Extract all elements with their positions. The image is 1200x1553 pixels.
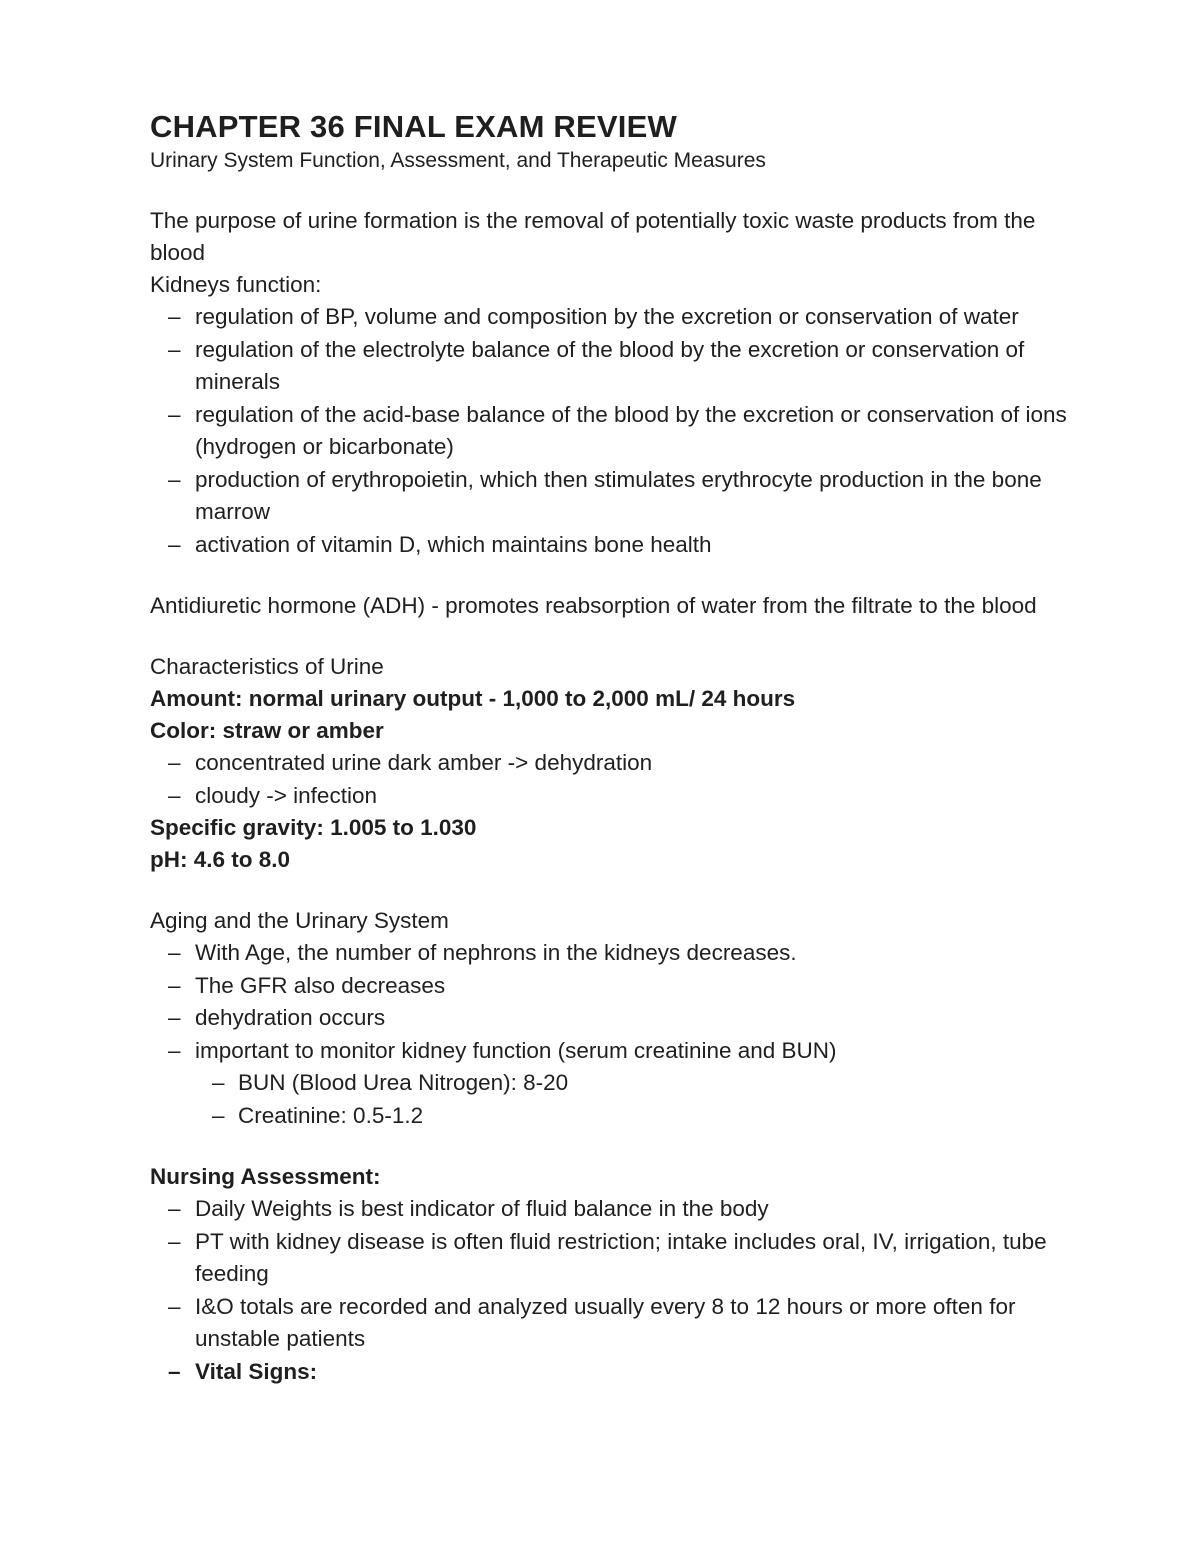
document-page	[150, 108, 1090, 1388]
list-item: – The GFR also decreases	[150, 970, 1090, 1003]
list-item: – regulation of BP, volume and composition by the excretion or conservation of water	[150, 301, 1090, 334]
list-item: – concentrated urine dark amber -> dehydration	[150, 747, 1090, 780]
aging-heading: Aging and the Urinary System	[150, 908, 449, 933]
list-item: – important to monitor kidney function (serum creatinine and BUN)	[150, 1035, 1090, 1068]
purpose-text: The purpose of urine formation is the removal of potentially toxic waste products from the blood	[150, 208, 1036, 265]
urine-heading: Characteristics of Urine	[150, 654, 384, 679]
list-item: – cloudy -> infection	[150, 780, 1090, 813]
list-item: – Daily Weights is best indicator of fluid balance in the body	[150, 1193, 1090, 1226]
list-item: – I&O totals are recorded and analyzed usually every 8 to 12 hours or more often for unstable patients	[150, 1291, 1090, 1356]
urine-amount: Amount: normal urinary output - 1,000 to 2,000 mL/ 24 hours	[150, 686, 796, 711]
nursing-list	[150, 1193, 1090, 1388]
urine-ph: pH: 4.6 to 8.0	[150, 847, 291, 872]
list-item: – PT with kidney disease is often fluid restriction; intake includes oral, IV, irrigation, tube feeding	[150, 1226, 1090, 1291]
spacer	[150, 622, 1090, 651]
spacer	[150, 1132, 1090, 1161]
kidneys-function-list	[150, 301, 1090, 561]
list-item: – regulation of the acid-base balance of the blood by the excretion or conservation of ions (hydrogen or bicarbonate)	[150, 399, 1090, 464]
nursing-heading: Nursing Assessment:	[150, 1164, 381, 1189]
list-item: – dehydration occurs	[150, 1002, 1090, 1035]
spacer	[150, 876, 1090, 905]
spacer	[150, 561, 1090, 590]
urine-color-list	[150, 747, 1090, 812]
list-item: – Creatinine: 0.5-1.2	[150, 1100, 1090, 1133]
aging-list	[150, 937, 1090, 1067]
list-item: – With Age, the number of nephrons in the kidneys decreases.	[150, 937, 1090, 970]
aging-sub-list	[150, 1067, 1090, 1132]
list-item-vital-signs: – Vital Signs:	[150, 1356, 1090, 1389]
document-title: CHAPTER 36 FINAL EXAM REVIEW	[150, 109, 677, 144]
list-item: – activation of vitamin D, which maintains bone health	[150, 529, 1090, 562]
list-item: – BUN (Blood Urea Nitrogen): 8-20	[150, 1067, 1090, 1100]
list-item: – production of erythropoietin, which then stimulates erythrocyte production in the bone marrow	[150, 464, 1090, 529]
urine-color: Color: straw or amber	[150, 718, 384, 743]
spacer	[150, 176, 1090, 205]
kidneys-heading: Kidneys function:	[150, 272, 322, 297]
document-subtitle: Urinary System Function, Assessment, and Therapeutic Measures	[150, 149, 766, 172]
list-item: – regulation of the electrolyte balance of the blood by the excretion or conservation of minerals	[150, 334, 1090, 399]
urine-specific-gravity: Specific gravity: 1.005 to 1.030	[150, 815, 477, 840]
adh-text: Antidiuretic hormone (ADH) - promotes reabsorption of water from the filtrate to the blood	[150, 593, 1037, 618]
